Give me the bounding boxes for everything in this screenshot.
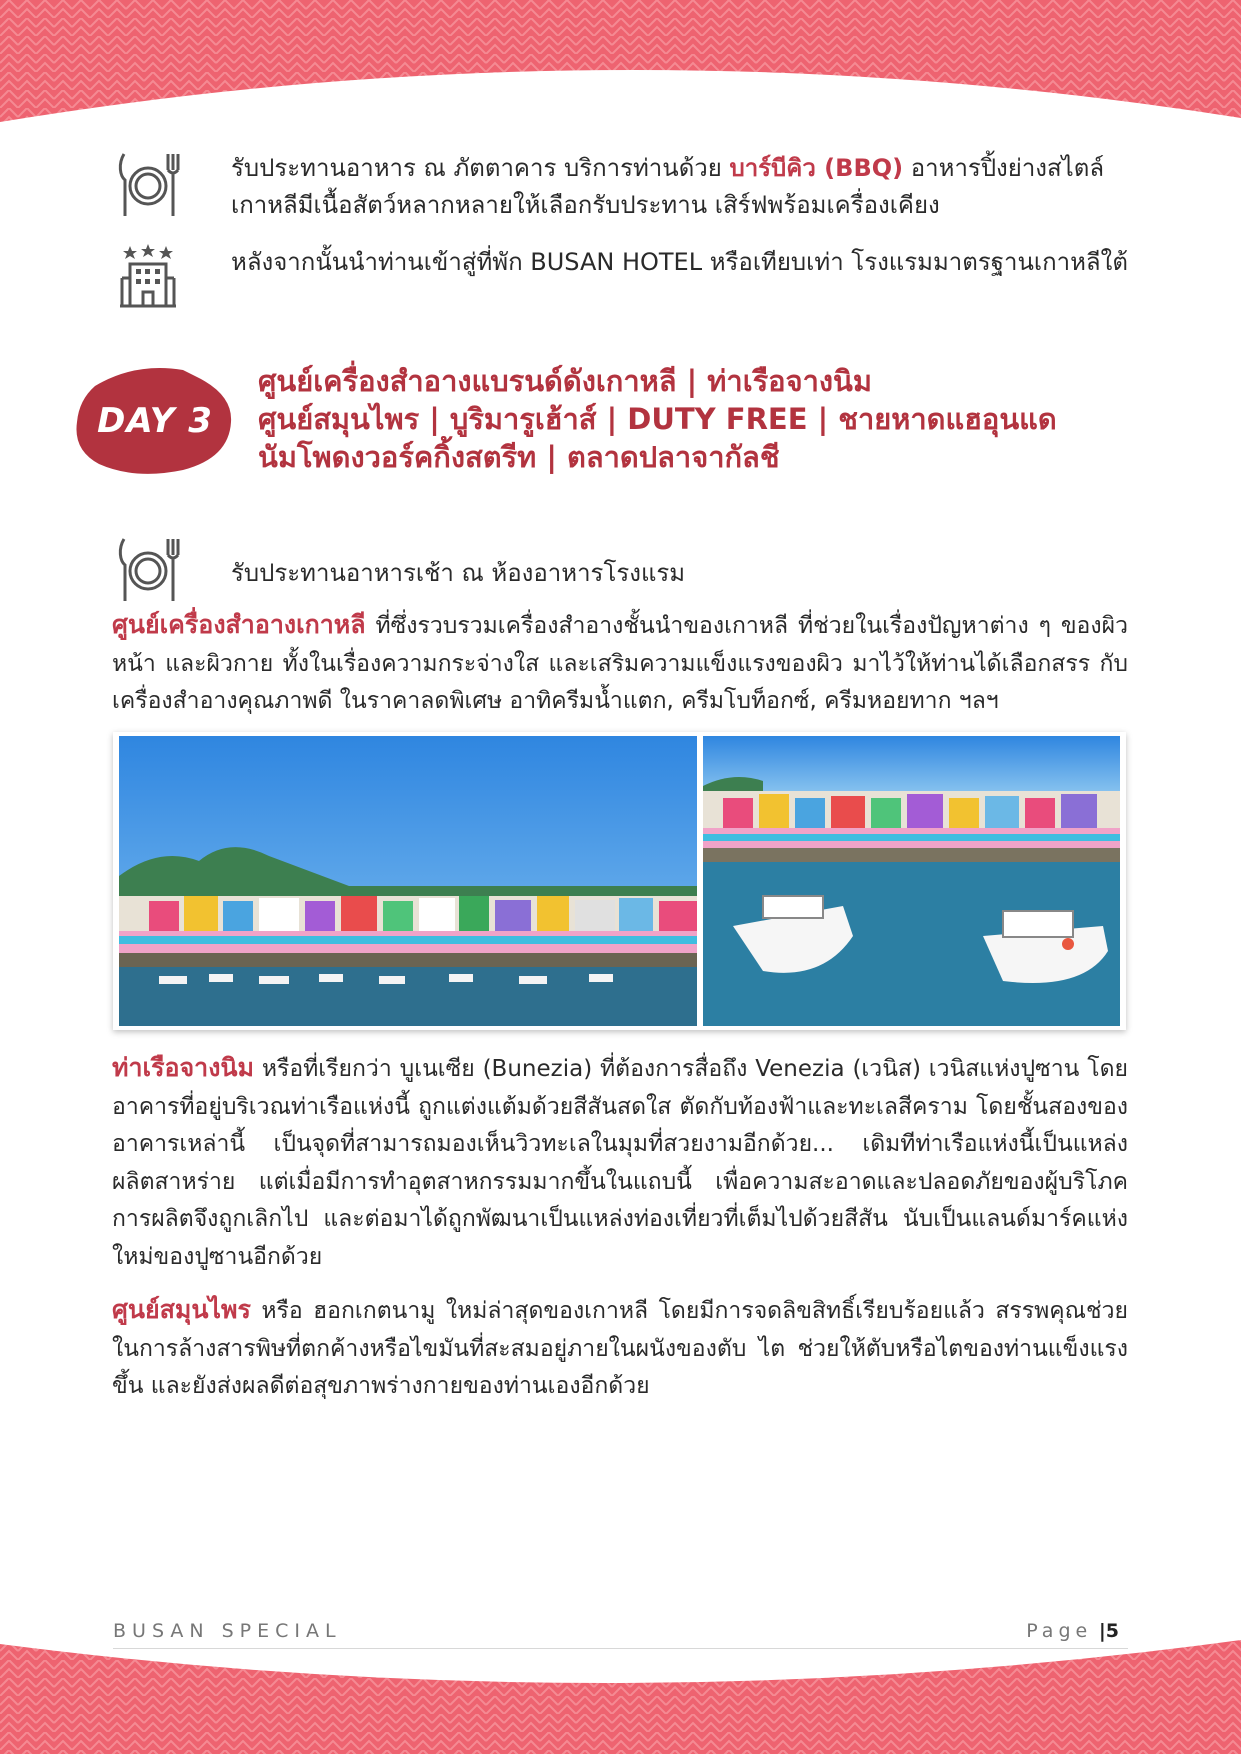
page-number: 5 bbox=[1105, 1620, 1119, 1642]
cosmetics-title: ศูนย์เครื่องสำอางเกาหลี bbox=[112, 610, 366, 639]
day-title-line-3: นัมโพดงวอร์คกิ้งสตรีท | ตลาดปลาจากัลชี bbox=[258, 440, 780, 474]
page-separator: | bbox=[1092, 1620, 1106, 1642]
day-titles bbox=[258, 362, 1158, 476]
cosmetics-body: ที่ซึ่งรวบรวมเครื่องสำอางชั้นนำของเกาหลี ที่ช่วยในเรื่องปัญหาต่าง ๆ ของผิวหน้า และผิวกาย ทั้งในเรื่องความกระจ่างใส และเสริมความแข็งแรงของผิว มาไว้ให้ท่านได้เลือกสรร กับเครื่องสำอางคุณภาพดี ในราคาลดพิเศษ อาทิครีมน้ำแตก, ครีมโบท็อกซ์, ครีมหอยทาก ฯลฯ bbox=[112, 613, 1128, 714]
day-title-line-2: ศูนย์สมุนไพร | บูริมารูเฮ้าส์ | DUTY FREE | ชายหาดแฮอุนแด bbox=[258, 402, 1057, 436]
day-label: DAY 3 bbox=[97, 401, 213, 441]
day-title-line-1: ศูนย์เครื่องสำอางแบรนด์ดังเกาหลี | ท่าเรือจางนิม bbox=[258, 364, 872, 398]
paragraph-harbor bbox=[112, 1049, 1128, 1276]
dining-icon bbox=[116, 150, 180, 220]
harbor-title: ท่าเรือจางนิม bbox=[112, 1053, 254, 1082]
herbal-title: ศูนย์สมุนไพร bbox=[112, 1295, 251, 1324]
harbor-body: หรือที่เรียกว่า บูเนเซีย (Bunezia) ที่ต้องการสื่อถึง Venezia (เวนิส) เวนิสแห่งปูซาน โดยอาคารที่อยู่บริเวณท่าเรือแห่งนี้ ถูกแต่งแต้มด้วยสีสันสดใส ตัดกับท้องฟ้าและทะเลสีคราม โดยชั้นสองของอาคารเหล่านี้ เป็นจุดที่สามารถมองเห็นวิวทะเลในมุมที่สวยงามอีกด้วย... เดิมทีท่าเรือแห่งนี้เป็นแหล่งผลิตสาหร่าย แต่เมื่อมีการทำอุตสาหกรรมมากขึ้นในแถบนี้ เพื่อความสะอาดและปลอดภัยของผู้บริโภคการผลิตจึงถูกเลิกไป และต่อมาได้ถูกพัฒนาเป็นแหล่งท่องเที่ยวที่เต็มไปด้วยสีสัน นับเป็นแลนด์มาร์คแห่งใหม่ของปูซานอีกด้วย bbox=[112, 1056, 1128, 1270]
breakfast-line: รับประทานอาหารเช้า ณ ห้องอาหารโรงแรม bbox=[231, 559, 686, 587]
herbal-body: หรือ ฮอกเกตนามู ใหม่ล่าสุดของเกาหลี โดยมีการจดลิขสิทธิ์เรียบร้อยแล้ว สรรพคุณช่วยในการล้างสารพิษที่ตกค้างหรือไขมันที่สะสมอยู่ภายในผนังของตับ ไต ช่วยให้ตับหรือไตของท่านแข็งแรงขึ้น และยังส่งผลดีต่อสุขภาพร่างกายของท่านเองอีกด้วย bbox=[112, 1298, 1128, 1399]
footer-brand: BUSAN SPECIAL bbox=[113, 1620, 342, 1642]
harbor-photo-wide bbox=[119, 736, 697, 1026]
harbor-photo-strip bbox=[113, 732, 1126, 1030]
bbq-line-1: รับประทานอาหาร ณ ภัตตาคาร บริการท่านด้วย บาร์บีคิว (BBQ) อาหารปิ้งย่างสไตล์ bbox=[231, 154, 1105, 182]
bbq-highlight: บาร์บีคิว (BBQ) bbox=[729, 154, 904, 182]
itinerary-item-bbq bbox=[116, 150, 1126, 230]
dining-icon bbox=[116, 535, 180, 605]
paragraph-cosmetics bbox=[112, 606, 1128, 721]
itinerary-item-hotel bbox=[116, 244, 1126, 316]
footer-band bbox=[0, 1624, 1241, 1754]
day-badge bbox=[75, 366, 235, 476]
header-band bbox=[0, 0, 1241, 130]
bbq-line-2: เกาหลีมีเนื้อสัตว์หลากหลายให้เลือกรับประทาน เสิร์ฟพร้อมเครื่องเคียง bbox=[231, 191, 940, 219]
hotel-line: หลังจากนั้นนำท่านเข้าสู่ที่พัก BUSAN HOTEL หรือเทียบเท่า โรงแรมมาตรฐานเกาหลีใต้ bbox=[231, 248, 1128, 276]
paragraph-herbal bbox=[112, 1291, 1128, 1406]
harbor-photo-boats bbox=[703, 736, 1120, 1026]
hotel-icon bbox=[116, 244, 180, 310]
page-label: Page bbox=[1026, 1620, 1093, 1642]
itinerary-item-breakfast bbox=[116, 535, 1126, 605]
